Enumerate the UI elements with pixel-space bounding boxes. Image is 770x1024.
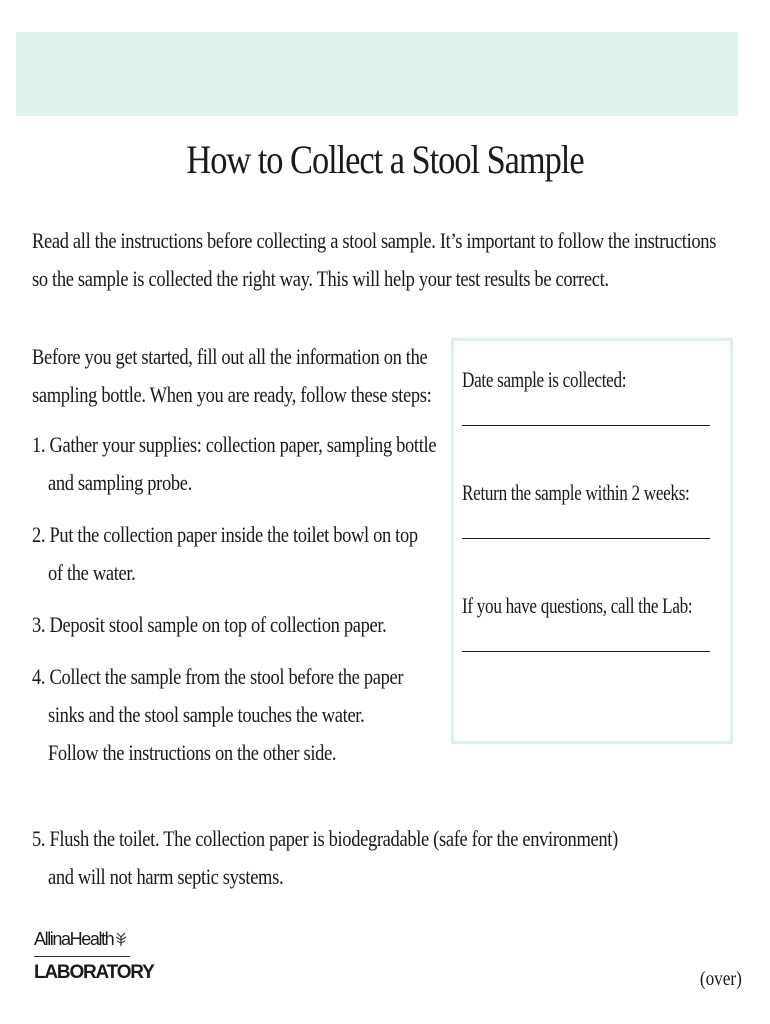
before-line: Before you get started, fill out all the information on the xyxy=(32,344,428,369)
before-instructions xyxy=(32,338,452,426)
step-5 xyxy=(32,820,738,896)
step-line: 3. Deposit stool sample on top of collection paper. xyxy=(32,612,387,637)
step-line: 5. Flush the toilet. The collection paper is biodegradable (safe for the environment) xyxy=(32,826,618,851)
step-3 xyxy=(32,606,452,644)
step-line: of the water. xyxy=(47,560,136,585)
questions-label: If you have questions, call the Lab: xyxy=(462,593,693,618)
page-title: How to Collect a Stool Sample xyxy=(186,137,584,182)
logo-department: LABORATORY xyxy=(34,962,154,983)
step-line: 2. Put the collection paper inside the toilet bowl on top xyxy=(32,522,418,547)
step-line: Follow the instructions on the other side. xyxy=(47,740,337,765)
logo-brand xyxy=(34,928,144,950)
step-line: 1. Gather your supplies: collection paper, sampling bottle xyxy=(32,432,437,457)
logo-brand-text: AllinaHealth xyxy=(34,929,114,949)
step-line: and will not harm septic systems. xyxy=(47,864,284,889)
before-line: sampling bottle. When you are ready, follow these steps: xyxy=(32,382,432,407)
date-collected-blank[interactable] xyxy=(462,425,710,426)
logo-divider xyxy=(34,956,130,957)
step-line: and sampling probe. xyxy=(47,470,192,495)
over-note: (over) xyxy=(699,968,742,990)
info-box xyxy=(451,338,733,744)
header-band xyxy=(16,32,738,116)
step-2 xyxy=(32,516,452,592)
date-collected-label: Date sample is collected: xyxy=(462,367,627,392)
leaf-icon xyxy=(114,931,128,947)
step-line: sinks and the stool sample touches the water. xyxy=(47,702,365,727)
lab-phone-blank[interactable] xyxy=(462,651,710,652)
intro-line: so the sample is collected the right way. This will help your test results be correct. xyxy=(32,266,609,291)
info-box-content xyxy=(462,365,719,652)
intro-line: Read all the instructions before collecting a stool sample. It’s important to follow the instructions xyxy=(32,228,717,253)
allina-health-logo xyxy=(34,928,154,984)
return-date-blank[interactable] xyxy=(462,538,710,539)
intro-paragraph xyxy=(32,222,721,298)
step-line: 4. Collect the sample from the stool before the paper xyxy=(32,664,404,689)
return-within-label: Return the sample within 2 weeks: xyxy=(462,480,690,505)
steps-area xyxy=(32,338,452,786)
step-1 xyxy=(32,426,452,502)
step-4 xyxy=(32,658,452,772)
